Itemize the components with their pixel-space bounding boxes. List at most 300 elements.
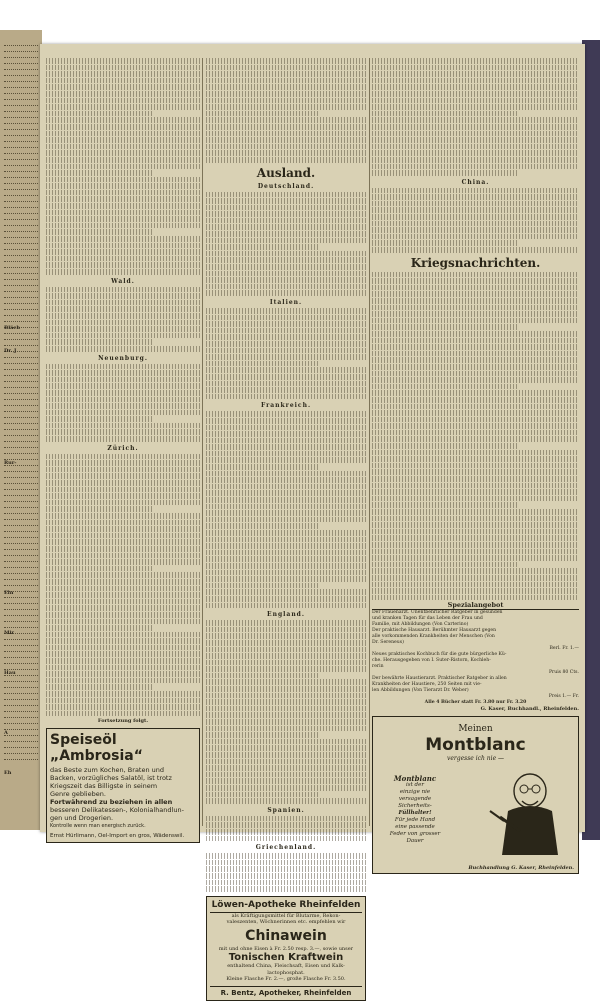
tagline-line: Dauer: [406, 838, 424, 845]
text-line: [372, 371, 579, 377]
text-line: [372, 357, 579, 363]
text-line: [46, 293, 200, 299]
ad-line: Kontrolle wenn man energisch zurück.: [50, 823, 146, 830]
text-line: [372, 344, 579, 350]
text-line: [372, 364, 579, 370]
text-line: [206, 58, 366, 64]
text-line: [372, 338, 579, 344]
text-line: [372, 522, 579, 528]
text-line: [206, 471, 366, 477]
text-line: [46, 473, 200, 479]
text-line: [206, 633, 366, 639]
text-line: [206, 205, 366, 211]
text-line: [46, 467, 200, 473]
tagline-line: Sicherheits-: [398, 803, 432, 810]
text-line: [372, 298, 579, 304]
text-line: [46, 559, 200, 565]
text-line: [46, 84, 200, 90]
ad-spezialangebot: [372, 601, 579, 712]
ad-spezial-title: Spezialangebot: [372, 601, 579, 610]
text-line: [206, 381, 366, 387]
text-line: [46, 711, 200, 717]
text-line: [206, 550, 366, 556]
filler-block: [46, 287, 200, 352]
text-line: [46, 454, 200, 460]
text-line: [206, 150, 366, 156]
text-line: [372, 98, 579, 104]
text-line: [206, 699, 366, 705]
filler-block: [46, 454, 200, 717]
text-line: [46, 124, 200, 130]
tagline-line: versagende: [398, 796, 432, 803]
text-line: [46, 269, 200, 275]
text-line: [372, 351, 579, 357]
text-line: [206, 328, 366, 334]
text-line: [372, 207, 579, 213]
spine-label: Eh: [4, 770, 12, 776]
text-line: [46, 526, 200, 532]
text-line: [206, 334, 366, 340]
text-line: [46, 460, 200, 466]
text-line: [372, 436, 579, 442]
ad-loewen-apotheke: [206, 896, 366, 1001]
text-line: [206, 78, 366, 84]
text-line: [206, 224, 366, 230]
text-line: [206, 264, 366, 270]
man-illustration: [480, 771, 572, 855]
text-line: [206, 438, 366, 444]
text-line: [206, 693, 366, 699]
text-line: [206, 117, 366, 123]
ad-line: gen und Drogerien.: [50, 814, 114, 823]
text-line: [46, 150, 200, 156]
ad-price: Kleine Flasche Fr. 2.—, große Flasche Fr. 3.50.: [226, 976, 346, 983]
ad-spezial-signature: G. Kaser, Buchhandl., Rheinfelden.: [480, 706, 579, 713]
text-line: [372, 489, 579, 495]
text-line: [46, 684, 154, 690]
text-line: [372, 417, 579, 423]
text-line: [372, 272, 579, 278]
text-line: [372, 291, 579, 297]
ad-montblanc-brand: Montblanc: [425, 735, 526, 756]
spine-label: Mir: [4, 630, 15, 636]
text-line: [206, 238, 366, 244]
text-line: [372, 516, 579, 522]
text-line: [206, 284, 366, 290]
text-line: [206, 490, 366, 496]
text-line: [46, 678, 200, 684]
text-line: [206, 772, 366, 778]
filler-block: [206, 620, 366, 804]
ad-line: besseren Delikatessen-, Kolonialhandlun-: [50, 806, 184, 815]
text-line: [206, 822, 366, 828]
text-line: [46, 210, 200, 216]
text-line: [372, 450, 579, 456]
text-line: [206, 589, 366, 595]
text-line: [46, 111, 154, 117]
filler-block: [206, 411, 366, 608]
text-line: [206, 679, 366, 685]
ad-apotheke-footer: R. Bentz, Apotheker, Rheinfelden: [210, 986, 362, 997]
ad-line: Neues praktisches Kochbuch für die gute bürgerliche Kü-: [372, 652, 507, 658]
text-line: [206, 244, 318, 250]
text-line: [46, 487, 200, 493]
text-line: [46, 619, 200, 625]
text-line: [206, 84, 366, 90]
text-line: [372, 111, 517, 117]
text-line: [372, 150, 579, 156]
text-line: [372, 311, 579, 317]
text-line: [206, 570, 366, 576]
ad-apotheke-head: Löwen-Apotheke Rheinfelden: [210, 900, 362, 913]
ad-product-chinawein: Chinawein: [245, 927, 327, 944]
text-line: [46, 170, 154, 176]
text-line: [372, 456, 579, 462]
text-line: [206, 752, 366, 758]
text-line: [206, 873, 366, 879]
text-line: [372, 562, 517, 568]
text-line: [206, 537, 366, 543]
text-line: [372, 234, 579, 240]
text-line: [46, 423, 200, 429]
text-line: [46, 658, 200, 664]
ad-line: Genre geblieben.: [50, 790, 106, 799]
text-line: [206, 137, 366, 143]
text-line: [372, 575, 579, 581]
text-line: [372, 324, 517, 330]
ad-line: valeszenten, Wöchnerinnen etc. empfehlen wir: [226, 919, 346, 926]
text-line: [372, 194, 579, 200]
text-line: [206, 660, 366, 666]
text-line: [206, 308, 366, 314]
text-line: [206, 517, 366, 523]
ad-line: enthaltend China, Fleischsaft, Eisen und Kalk-: [227, 963, 345, 970]
text-line: [46, 625, 154, 631]
text-line: [206, 321, 366, 327]
text-line: [206, 131, 366, 137]
text-line: [372, 221, 579, 227]
text-line: [372, 423, 579, 429]
text-line: [206, 732, 318, 738]
ausland-title: Ausland.: [256, 165, 316, 180]
text-line: [372, 170, 517, 176]
filler-block: [206, 192, 366, 297]
text-line: [46, 216, 200, 222]
filler-block: [46, 364, 200, 442]
text-line: [46, 403, 200, 409]
text-line: [46, 410, 200, 416]
text-line: [372, 91, 579, 97]
text-line: [206, 719, 366, 725]
text-line: [46, 605, 200, 611]
text-line: [372, 131, 579, 137]
ad-line: Backen, vorzügliches Salatöl, ist trotz: [50, 774, 172, 783]
text-line: [206, 853, 366, 859]
filler-block: [46, 58, 200, 275]
text-line: [46, 436, 200, 442]
text-line: [206, 759, 366, 765]
column-rule: [202, 58, 203, 826]
ad-line: Der Frauenarzt. Unentbehrlicher Ratgeber in gesunden: [372, 610, 503, 616]
text-line: [46, 346, 200, 352]
ad-line: alle vorkommenden Krankheiten der Menschen (Von: [372, 634, 495, 640]
text-line: [46, 131, 200, 137]
text-line: [46, 480, 200, 486]
text-line: [46, 364, 200, 370]
text-line: [46, 236, 200, 242]
ad-line: Der praktische Hausarzt. Berühmter Hausarzt gegen: [372, 628, 497, 634]
text-line: [206, 464, 318, 470]
text-line: [372, 201, 579, 207]
text-line: [206, 418, 366, 424]
text-line: [206, 341, 366, 347]
text-line: [206, 504, 366, 510]
text-line: [46, 370, 200, 376]
tagline-line: eine passende: [395, 824, 435, 831]
ad-line: und kranken Tagen für das Leben der Frau und: [372, 616, 483, 622]
text-line: [372, 331, 579, 337]
text-line: [206, 798, 366, 804]
text-line: [46, 71, 200, 77]
text-line: [46, 243, 200, 249]
column-2: [206, 58, 366, 997]
text-line: [46, 98, 200, 104]
text-line: [372, 443, 517, 449]
text-line: [372, 397, 579, 403]
text-line: [206, 829, 366, 835]
text-line: [372, 476, 579, 482]
filler-block: [206, 816, 366, 841]
text-line: [206, 374, 366, 380]
ad-line: lactophosphat.: [267, 969, 305, 976]
text-line: [46, 223, 200, 229]
section-heading: Deutschland.: [257, 182, 315, 190]
text-line: [206, 361, 318, 367]
text-line: [372, 483, 579, 489]
text-line: [46, 249, 200, 255]
spine-text: [4, 40, 38, 760]
text-line: [206, 91, 366, 97]
text-line: [46, 429, 200, 435]
text-line: [46, 229, 154, 235]
column-3: [372, 58, 579, 872]
column-rule: [369, 58, 370, 826]
text-line: [46, 500, 200, 506]
section-heading: China.: [461, 178, 490, 186]
text-line: [46, 300, 200, 306]
column-1: [46, 58, 200, 840]
text-line: [206, 98, 366, 104]
filler-block: [372, 58, 579, 176]
text-line: [206, 583, 318, 589]
text-line: [206, 231, 366, 237]
section-heading: Italien.: [269, 299, 303, 306]
text-line: [372, 164, 579, 170]
text-line: [372, 157, 579, 163]
text-line: [46, 586, 200, 592]
text-line: [206, 192, 366, 198]
text-line: [46, 377, 200, 383]
text-line: [372, 542, 579, 548]
text-line: [206, 653, 366, 659]
text-line: [372, 78, 579, 84]
text-line: [46, 117, 200, 123]
text-line: [46, 632, 200, 638]
text-line: [46, 183, 200, 189]
ad-line: als Kräftigungsmittel für Blutarme, Rekon-: [231, 912, 341, 919]
text-line: [372, 214, 579, 220]
text-line: [46, 262, 200, 268]
text-line: [46, 144, 200, 150]
text-line: [206, 425, 366, 431]
text-line: [46, 306, 200, 312]
text-line: [206, 484, 366, 490]
text-line: [46, 339, 154, 345]
text-line: [206, 785, 366, 791]
text-line: [372, 509, 579, 515]
ad-montblanc-signature: Buchhandlung G. Kaser, Rheinfelden.: [468, 865, 574, 872]
text-line: [206, 157, 366, 163]
text-line: [206, 444, 366, 450]
text-line: [46, 78, 200, 84]
text-line: [372, 278, 579, 284]
ad-line: Krankheiten der Haustiere, 250 Seiten mit vie-: [372, 682, 482, 688]
text-line: [46, 612, 200, 618]
adjacent-page-spine: [0, 30, 42, 830]
fortsetzung-note: Fortsetzung folgt.: [97, 718, 149, 725]
ad-line: das Beste zum Kochen, Braten und: [50, 766, 165, 775]
text-line: [372, 469, 579, 475]
ad-ambrosia: [46, 728, 200, 843]
text-line: [206, 198, 366, 204]
filler-block: [206, 58, 366, 163]
text-line: [46, 520, 200, 526]
section-heading: Griechenland.: [255, 844, 317, 852]
text-line: [46, 333, 200, 339]
text-line: [372, 285, 579, 291]
tagline-line: ist der: [406, 782, 424, 789]
section-heading: England.: [267, 611, 305, 619]
ad-line: Preis 1.— Fr.: [548, 694, 579, 700]
ad-line: Familie, mit Abbildungen (Von Carterino): [372, 622, 469, 628]
text-line: [206, 348, 366, 354]
ad-line: len Abbildungen (Von Tierarzt Dr. Weber): [372, 688, 469, 694]
text-line: [372, 555, 579, 561]
text-line: [46, 566, 154, 572]
text-line: [372, 549, 579, 555]
text-line: [46, 572, 200, 578]
text-line: [206, 510, 366, 516]
tagline-line: Montblanc: [393, 774, 437, 784]
text-line: [206, 836, 366, 842]
text-line: [46, 704, 200, 710]
text-line: [372, 496, 579, 502]
section-heading: Wald.: [111, 277, 135, 285]
text-line: [46, 539, 200, 545]
ad-line: Fortwährend zu beziehen in allen: [50, 798, 173, 807]
text-line: [206, 603, 366, 609]
text-line: [206, 673, 318, 679]
text-line: [46, 164, 200, 170]
section-heading: Neuenburg.: [98, 354, 148, 362]
text-line: [46, 638, 200, 644]
ad-line: rerin: [372, 664, 384, 670]
text-line: [206, 880, 366, 886]
text-line: [46, 157, 200, 163]
text-line: [46, 104, 200, 110]
text-line: [46, 91, 200, 97]
text-line: [46, 177, 200, 183]
text-line: [206, 596, 366, 602]
text-line: [206, 457, 366, 463]
text-line: [46, 533, 200, 539]
text-line: [206, 712, 366, 718]
spine-label: Rur-: [4, 460, 17, 466]
text-line: [372, 58, 579, 64]
text-line: [372, 84, 579, 90]
text-line: [372, 463, 579, 469]
ad-product-kraftwein: Tonischen Kraftwein: [228, 952, 344, 964]
text-line: [206, 71, 366, 77]
text-line: [46, 320, 200, 326]
text-line: [372, 240, 517, 246]
text-line: [206, 251, 366, 257]
text-line: [372, 188, 579, 194]
spine-label: Bläch: [4, 325, 21, 331]
text-line: [372, 390, 579, 396]
text-line: [206, 739, 366, 745]
text-line: [46, 313, 200, 319]
text-line: [46, 326, 200, 332]
text-line: [206, 218, 366, 224]
newspaper-page: [40, 44, 585, 997]
spine-text-line: [4, 754, 38, 760]
text-line: [206, 620, 366, 626]
text-line: [372, 404, 579, 410]
text-line: [372, 227, 579, 233]
text-line: [206, 497, 366, 503]
spine-label: Hau: [4, 670, 16, 676]
kriegsnachrichten-title: Kriegsnachrichten.: [410, 255, 541, 270]
text-line: [206, 367, 366, 373]
text-line: [206, 686, 366, 692]
text-line: [46, 553, 200, 559]
ad-line: che. Herausgegeben von I. Suter-Ristorn, Kochleh-: [372, 658, 491, 664]
ad-line: Der bewährte Haustierarzt. Praktischer Ratgeber in allen: [372, 676, 507, 682]
text-line: [206, 211, 366, 217]
text-line: [46, 691, 200, 697]
text-line: [372, 137, 579, 143]
ad-ambrosia-title: Speiseöl „Ambrosia“: [50, 732, 143, 765]
section-heading: Spanien.: [267, 806, 305, 814]
text-line: [206, 124, 366, 130]
text-line: [46, 513, 200, 519]
text-line: [46, 137, 200, 143]
spine-label: Eln: [4, 590, 14, 596]
text-line: [206, 431, 366, 437]
text-line: [372, 318, 579, 324]
text-line: [206, 104, 366, 110]
text-line: [46, 592, 200, 598]
text-line: [206, 271, 366, 277]
ad-line: Berl. Fr. 1.—: [549, 646, 579, 652]
text-line: [206, 354, 366, 360]
tagline-line: Feder von grosser: [389, 831, 441, 838]
ad-montblanc-slogan: vergesse ich nie —: [446, 755, 505, 763]
text-line: [206, 816, 366, 822]
ad-line: Kriegszeit das Billigste in seinem: [50, 782, 158, 791]
ad-line: Alle 4 Bücher statt Fr. 3.80 nur Fr. 3.20: [424, 700, 527, 706]
